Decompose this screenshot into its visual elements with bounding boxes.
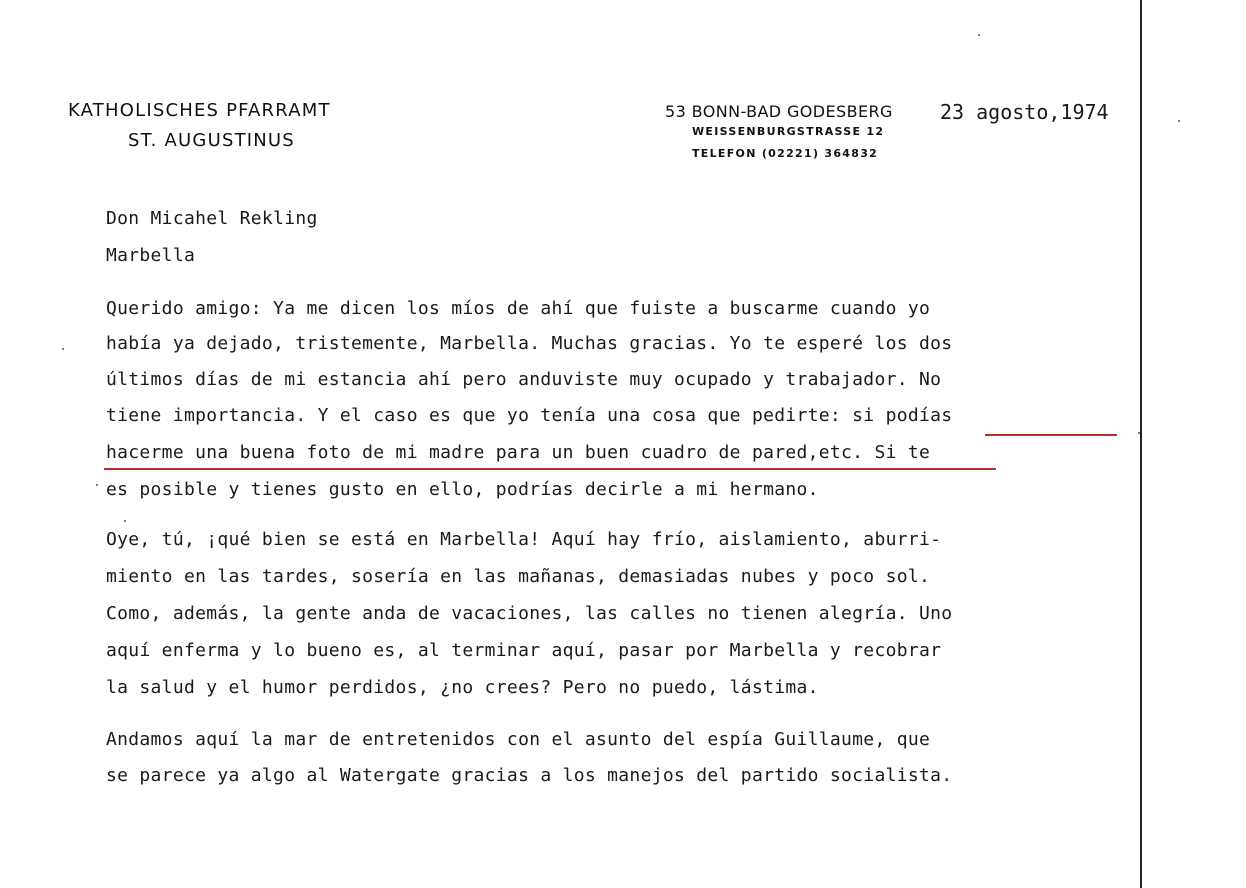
scan-speck <box>96 484 98 486</box>
recipient-name: Don Micahel Rekling <box>106 208 318 229</box>
body-line: miento en las tardes, sosería en las mañanas, demasiadas nubes y poco sol. <box>106 566 931 587</box>
letter-date: 23 agosto,1974 <box>940 100 1109 124</box>
scan-speck <box>1138 432 1140 434</box>
handwritten-underline <box>985 434 1117 436</box>
body-line: Como, además, la gente anda de vacaciones, las calles no tienen alegría. Uno <box>106 603 953 624</box>
recipient-city: Marbella <box>106 245 196 266</box>
letterhead-church: ST. AUGUSTINUS <box>128 130 295 151</box>
body-line: es posible y tienes gusto en ello, podrías decirle a mi hermano. <box>106 479 819 500</box>
body-line: Oye, tú, ¡qué bien se está en Marbella! Aquí hay frío, aislamiento, aburri- <box>106 529 942 550</box>
handwritten-underline <box>104 468 996 470</box>
page-edge-line <box>1140 0 1142 888</box>
body-line: aquí enferma y lo bueno es, al terminar aquí, pasar por Marbella y recobrar <box>106 640 942 661</box>
letterhead-city: 53 BONN-BAD GODESBERG <box>665 102 893 121</box>
scan-speck <box>1178 120 1180 122</box>
body-line: Andamos aquí la mar de entretenidos con el asunto del espía Guillaume, que <box>106 729 931 750</box>
body-line: la salud y el humor perdidos, ¿no crees? Pero no puedo, lástima. <box>106 677 819 698</box>
scan-speck <box>978 34 980 36</box>
body-line: últimos días de mi estancia ahí pero anduviste muy ocupado y trabajador. No <box>106 369 942 390</box>
letterhead-phone: TELEFON (02221) 364832 <box>692 147 879 160</box>
body-line: había ya dejado, tristemente, Marbella. Muchas gracias. Yo te esperé los dos <box>106 333 953 354</box>
scan-speck <box>62 348 64 350</box>
body-line: tiene importancia. Y el caso es que yo tenía una cosa que pedirte: si podías <box>106 405 953 426</box>
body-line: Querido amigo: Ya me dicen los míos de ahí que fuiste a buscarme cuando yo <box>106 298 931 319</box>
letterhead-parish: KATHOLISCHES PFARRAMT <box>68 100 331 121</box>
body-line: hacerme una buena foto de mi madre para un buen cuadro de pared,etc. Si te <box>106 442 931 463</box>
scan-speck <box>124 520 126 522</box>
letterhead-street: WEISSENBURGSTRASSE 12 <box>692 125 885 138</box>
body-line: se parece ya algo al Watergate gracias a los manejos del partido socialista. <box>106 765 953 786</box>
